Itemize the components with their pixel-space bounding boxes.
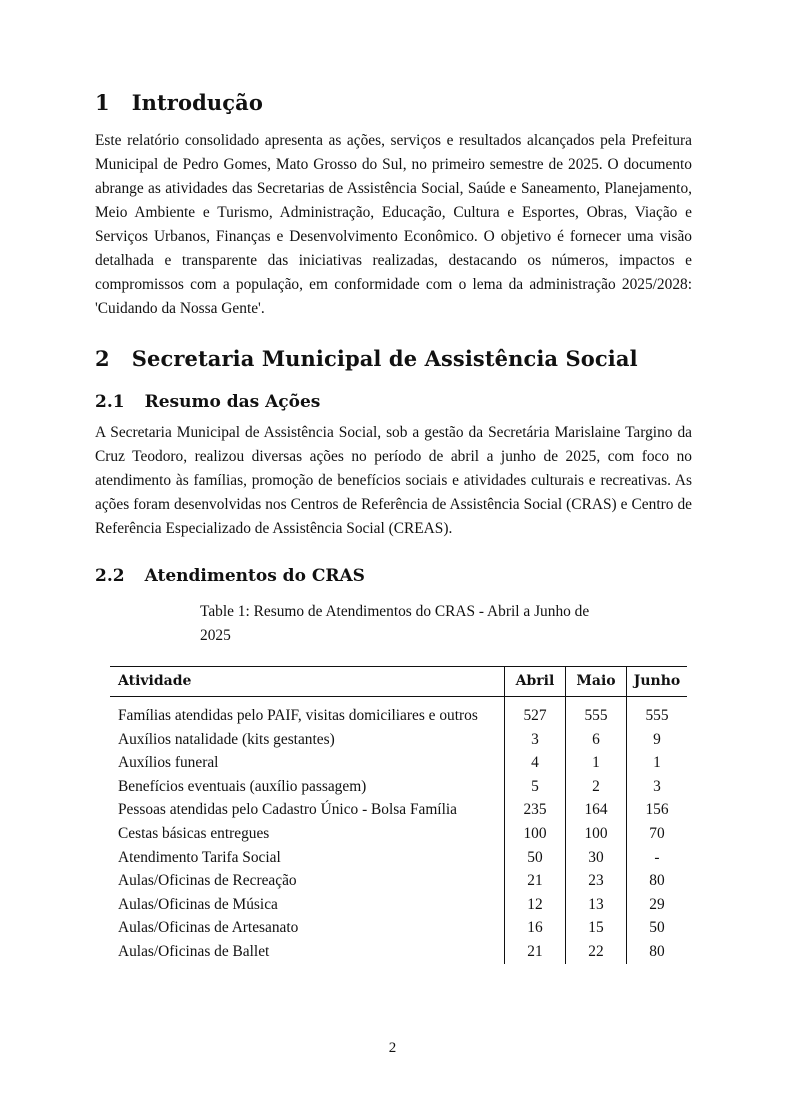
cell-junho: 1 [627, 751, 688, 775]
cell-abril: 21 [505, 940, 566, 964]
cell-atividade: Auxílios funeral [118, 754, 219, 772]
cell-junho: 555 [627, 697, 688, 728]
cell-abril: 12 [505, 893, 566, 917]
table-row [110, 775, 687, 799]
section-number: 2 [95, 346, 110, 371]
cell-maio: 15 [566, 916, 627, 940]
cell-maio: 30 [566, 846, 627, 870]
subsection-title: Resumo das Ações [144, 392, 321, 412]
table-row [110, 728, 687, 752]
cell-abril: 5 [505, 775, 566, 799]
cell-junho: 3 [627, 775, 688, 799]
cell-junho: 156 [627, 798, 688, 822]
cell-atividade: Aulas/Oficinas de Recreação [118, 872, 297, 890]
section-heading-assistencia-social [95, 346, 692, 371]
section-title: Introdução [131, 90, 263, 115]
header-maio: Maio [566, 667, 627, 697]
table-row [110, 893, 687, 917]
cras-table [110, 666, 687, 964]
table-row [110, 822, 687, 846]
subsection-number: 2.1 [95, 392, 125, 412]
cell-abril: 235 [505, 798, 566, 822]
cell-maio: 6 [566, 728, 627, 752]
subsection-heading-resumo [95, 392, 692, 412]
cell-atividade: Aulas/Oficinas de Música [118, 895, 278, 913]
cell-junho: 70 [627, 822, 688, 846]
intro-paragraph: Este relatório consolidado apresenta as ações, serviços e resultados alcançados pela Prefeitura Municipal de Pedro Gomes, Mato Grosso do Sul, no primeiro semestre de 2025. O documento abrange as atividades das Secretarias de Assistência Social, Saúde e Saneamento, Planejamento, Meio Ambiente e Turismo, Administração, Educação, Cultura e Esportes, Obras, Viação e Serviços Urbanos, Finanças e Desenvolvimento Econômico. O objetivo é fornecer uma visão detalhada e transparente das iniciativas realizadas, destacando os números, impactos e compromissos com a população, em conformidade com o lema da administração 2025/2028: 'Cuidando da Nossa Gente'. [95, 132, 692, 317]
cell-abril: 100 [505, 822, 566, 846]
table-header-row [110, 667, 687, 697]
cell-atividade: Benefícios eventuais (auxílio passagem) [118, 777, 367, 795]
cell-atividade: Auxílios natalidade (kits gestantes) [118, 730, 335, 748]
cell-junho: 50 [627, 916, 688, 940]
cell-abril: 527 [505, 697, 566, 728]
table-row [110, 751, 687, 775]
cell-junho: 29 [627, 893, 688, 917]
header-junho: Junho [627, 667, 688, 697]
cell-junho: 80 [627, 869, 688, 893]
cell-atividade: Famílias atendidas pelo PAIF, visitas domiciliares e outros [118, 707, 478, 724]
cell-maio: 100 [566, 822, 627, 846]
page-number: 2 [388, 1040, 397, 1056]
subsection-number: 2.2 [95, 566, 125, 586]
cell-maio: 555 [566, 697, 627, 728]
table-row [110, 846, 687, 870]
cell-abril: 16 [505, 916, 566, 940]
cell-maio: 1 [566, 751, 627, 775]
subsection-title: Atendimentos do CRAS [144, 566, 365, 586]
cell-maio: 2 [566, 775, 627, 799]
table-row [110, 940, 687, 964]
cell-abril: 4 [505, 751, 566, 775]
header-atividade: Atividade [118, 672, 192, 689]
section-title: Secretaria Municipal de Assistência Social [131, 346, 638, 371]
table-row [110, 916, 687, 940]
cell-atividade: Aulas/Oficinas de Artesanato [118, 919, 299, 937]
table-row [110, 697, 687, 728]
header-abril: Abril [505, 667, 566, 697]
table-row [110, 798, 687, 822]
cell-abril: 50 [505, 846, 566, 870]
cell-junho: 80 [627, 940, 688, 964]
cell-abril: 3 [505, 728, 566, 752]
document-page [95, 90, 692, 964]
cell-junho: 9 [627, 728, 688, 752]
resumo-paragraph: A Secretaria Municipal de Assistência Social, sob a gestão da Secretária Marislaine Targino da Cruz Teodoro, realizou diversas ações no período de abril a junho de 2025, com foco no atendimento às famílias, promoção de benefícios sociais e atividades culturais e recreativas. As ações foram desenvolvidas nos Centros de Referência de Assistência Social (CRAS) e Centro de Referência Especializado de Assistência Social (CREAS). [95, 424, 692, 537]
cell-atividade: Atendimento Tarifa Social [118, 848, 281, 866]
cell-maio: 164 [566, 798, 627, 822]
cell-maio: 13 [566, 893, 627, 917]
cell-atividade: Cestas básicas entregues [118, 824, 270, 842]
table-caption: Table 1: Resumo de Atendimentos do CRAS - Abril a Junho de 2025 [200, 603, 590, 644]
table-row [110, 869, 687, 893]
section-heading-introducao [95, 90, 692, 115]
cell-maio: 23 [566, 869, 627, 893]
cell-atividade: Aulas/Oficinas de Ballet [118, 942, 270, 960]
cell-atividade: Pessoas atendidas pelo Cadastro Único - Bolsa Família [118, 801, 457, 819]
cell-abril: 21 [505, 869, 566, 893]
subsection-heading-cras [95, 566, 692, 586]
cell-maio: 22 [566, 940, 627, 964]
section-number: 1 [95, 90, 110, 115]
cell-junho: - [627, 846, 688, 870]
